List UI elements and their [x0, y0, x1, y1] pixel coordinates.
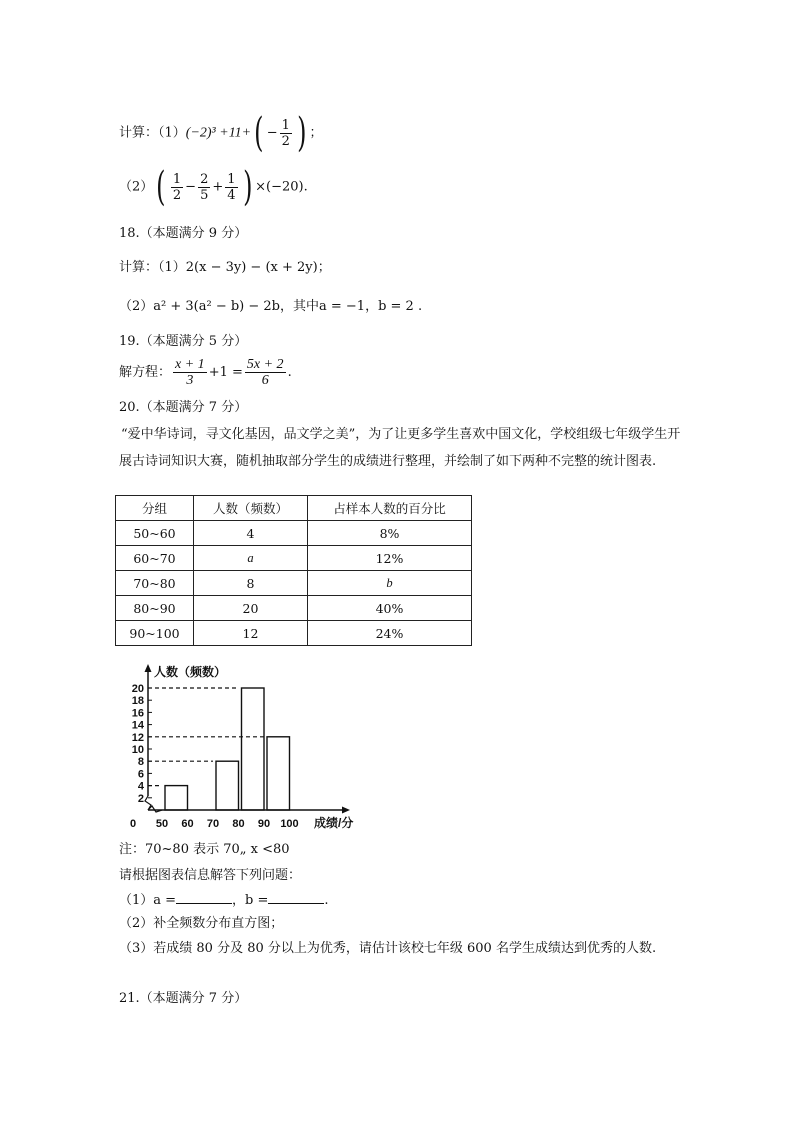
table-cell: 8%: [308, 521, 472, 546]
y-tick-label: 6: [137, 768, 144, 781]
table-row: [116, 521, 472, 546]
y-tick-label: 16: [131, 707, 144, 720]
table-cell: 90~100: [116, 621, 194, 646]
x-tick-label: 100: [280, 818, 299, 830]
q17-p1-fraction: $\frac{1}{2}$: [281, 117, 290, 149]
table-cell: 8: [194, 571, 308, 596]
table-cell: a: [194, 546, 308, 571]
table-header: 人数（频数）: [194, 496, 308, 521]
q20-sub2: （2）补全频数分布直方图；: [119, 916, 284, 931]
histogram-bar: [165, 786, 188, 810]
q20-sub3: （3）若成绩 80 分及 80 分以上为优秀，请估计该校七年级 600 名学生成绩达到优秀的人数.: [119, 941, 657, 956]
table-cell: 60~70: [116, 546, 194, 571]
q17-p2-end: ×(−20).: [255, 179, 308, 195]
q17-p2-fraction-3: $\frac{1}{4}$: [227, 171, 236, 203]
y-tick-label: 4: [137, 780, 144, 793]
q19-heading: 19.（本题满分 5 分）: [119, 334, 248, 349]
q19-fraction-right: $\frac{5x + 2}{6}$: [246, 357, 284, 388]
table-cell: 20: [194, 596, 308, 621]
y-tick-label: 18: [131, 695, 144, 708]
table-cell: 70~80: [116, 571, 194, 596]
q19-label: 解方程：: [119, 365, 172, 380]
table-cell: 12%: [308, 546, 472, 571]
y-tick-label: 14: [131, 719, 144, 732]
histogram-bar: [242, 688, 265, 810]
table-row: [116, 571, 472, 596]
q19-fraction-left: $\frac{x + 1}{3}$: [175, 357, 205, 388]
y-axis-title: 人数（频数）: [154, 665, 227, 679]
q20-prompt: 请根据图表信息解答下列问题：: [119, 868, 302, 883]
q18-part1: 计算：（1）2(x − 3y) − (x + 2y)；: [119, 260, 331, 275]
table-cell: 4: [194, 521, 308, 546]
table-row: [116, 621, 472, 646]
x-tick-label: 80: [232, 818, 245, 830]
q17-p1-label: 计算：（1）: [119, 125, 186, 141]
table-header: 占样本人数的百分比: [308, 496, 472, 521]
table-cell: b: [308, 571, 472, 596]
x-tick-label: 90: [257, 818, 271, 830]
table-cell: 24%: [308, 621, 472, 646]
q20-sub1: （1）a = ，b = .: [119, 893, 329, 908]
answer-blank-b[interactable]: [268, 891, 324, 904]
table-cell: 12: [194, 621, 308, 646]
table-cell: 80~90: [116, 596, 194, 621]
y-tick-label: 10: [131, 744, 144, 756]
q17-part2: （2）( $\frac{1}{2}$ − $\frac{2}{5}$ + $\frac{1}{4}$ ) ×(−20).: [119, 164, 308, 210]
x-axis-arrow: [342, 807, 350, 814]
y-tick-label: 8: [137, 756, 144, 769]
table-header: 分组: [116, 496, 194, 521]
table-cell: 40%: [308, 596, 472, 621]
q17-p2-fraction-2: $\frac{2}{5}$: [200, 171, 209, 203]
q20-note: 注：70~80 表示 70„ x <80: [119, 842, 290, 857]
frequency-table: [115, 495, 472, 646]
x-tick-label: 60: [181, 818, 194, 830]
q17-p2-label: （2）: [119, 179, 154, 195]
y-axis-arrow: [145, 664, 152, 672]
table-row: [116, 596, 472, 621]
y-tick-label: 12: [131, 731, 144, 744]
histogram-bar: [216, 761, 239, 810]
x-axis-title: 成绩/分: [314, 816, 354, 830]
q21-heading: 21.（本题满分 7 分）: [119, 991, 248, 1006]
q17-part1: 计算：（1）(−2)³ +11+( − $\frac{1}{2}$ ) ；: [119, 110, 323, 156]
answer-blank-a[interactable]: [176, 891, 232, 904]
y-tick-label: 2: [137, 792, 144, 805]
x-tick-label: 50: [155, 818, 169, 830]
y-tick-label: 20: [131, 683, 144, 695]
x-tick-label: 70: [206, 818, 220, 830]
q19-equation: 解方程： $\frac{x + 1}{3}$ +1 = $\frac{5x + 2}{6}$ .: [119, 357, 292, 388]
table-cell: 50~60: [116, 521, 194, 546]
q20-heading: 20.（本题满分 7 分）: [119, 400, 248, 415]
q17-p2-fraction-1: $\frac{1}{2}$: [172, 171, 182, 203]
q17-p1-sign: −: [266, 125, 278, 141]
origin-label: 0: [130, 818, 137, 830]
q20-intro: “爱中华诗词，寻文化基因，品文学之美”，为了让更多学生喜欢中国文化，学校组级七年级学生开展古诗词知识大赛，随机抽取部分学生的成绩进行整理，并绘制了如下两种不完整的统计图表.: [119, 427, 681, 469]
table-header-row: [116, 496, 472, 521]
histogram-bar: [267, 737, 290, 810]
frequency-histogram: [118, 660, 368, 835]
q18-heading: 18.（本题满分 9 分）: [119, 226, 248, 241]
q18-part2: （2）a² + 3(a² − b) − 2b，其中a = −1，b = 2 .: [119, 299, 423, 314]
q17-p1-expr: (−2)³ +11+: [185, 125, 252, 141]
table-row: [116, 546, 472, 571]
